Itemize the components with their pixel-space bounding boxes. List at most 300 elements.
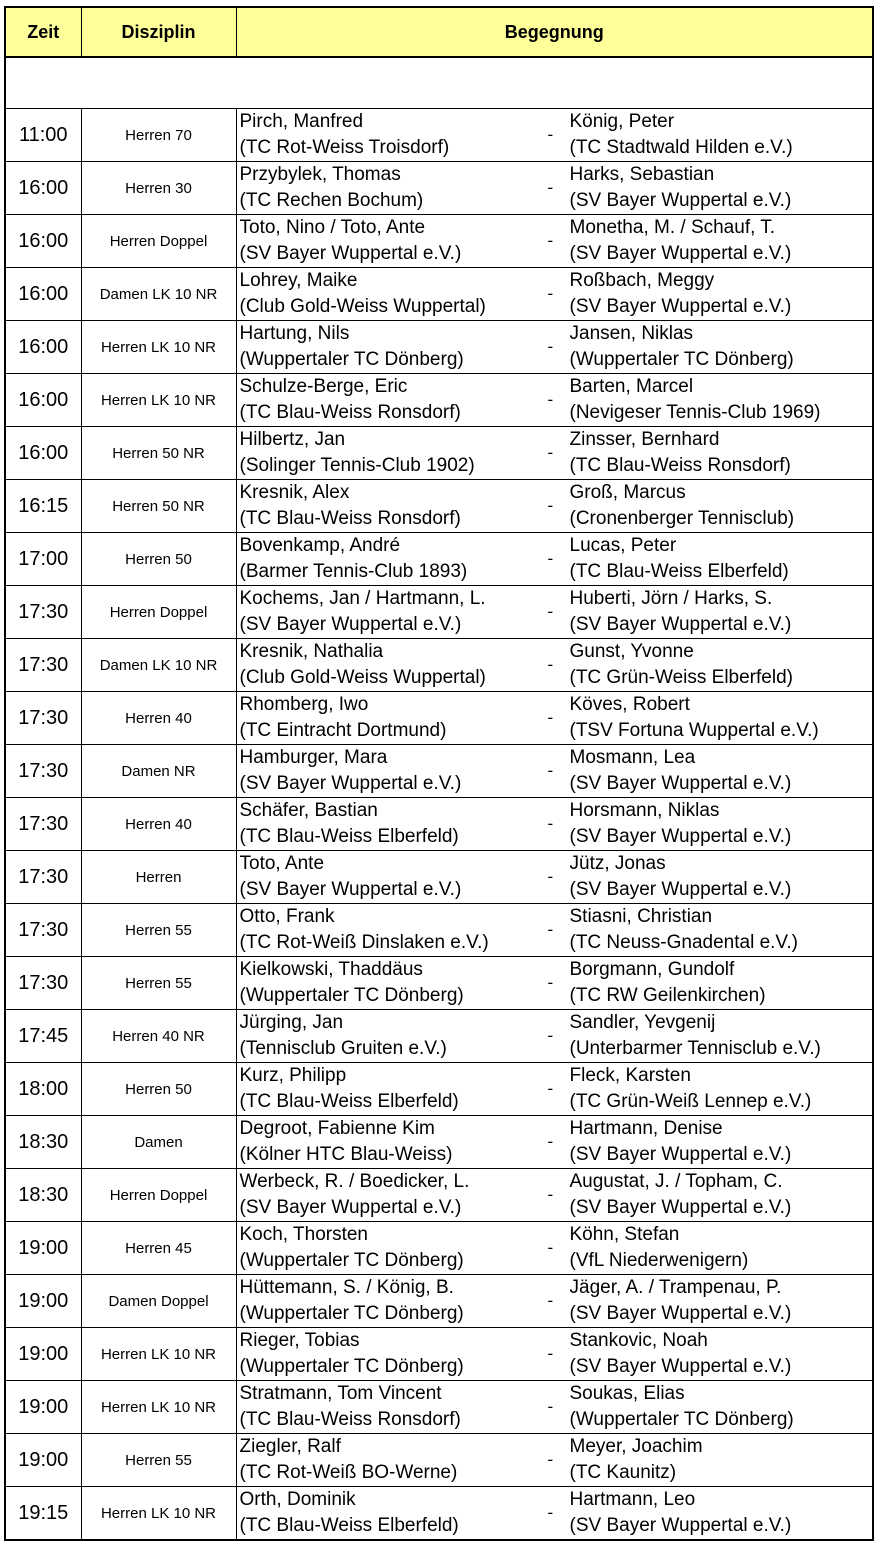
match-time: 17:30 xyxy=(5,851,81,904)
home-player xyxy=(237,321,548,373)
home-player-name: Kresnik, Alex xyxy=(239,482,350,504)
match-pairing xyxy=(236,1063,873,1116)
home-player-club: (TC Blau-Weiss Elberfeld) xyxy=(239,1515,459,1537)
match-time: 19:00 xyxy=(5,1434,81,1487)
away-player-name: Lucas, Peter xyxy=(569,535,677,557)
home-player xyxy=(237,1010,548,1062)
home-player xyxy=(237,427,548,479)
away-player-name: Stiasni, Christian xyxy=(569,906,713,928)
match-pairing xyxy=(236,109,873,162)
away-player-club: (TC RW Geilenkirchen) xyxy=(569,985,766,1007)
away-player-club: (SV Bayer Wuppertal e.V.) xyxy=(569,826,792,848)
away-player-club: (SV Bayer Wuppertal e.V.) xyxy=(569,1515,792,1537)
match-discipline: Herren 40 xyxy=(81,692,236,745)
match-pairing xyxy=(236,268,873,321)
table-row xyxy=(5,692,873,745)
away-player xyxy=(570,1487,873,1539)
away-player-club: (SV Bayer Wuppertal e.V.) xyxy=(569,1197,792,1219)
header-time: Zeit xyxy=(5,7,81,57)
home-player xyxy=(237,1116,548,1168)
away-player-name: Fleck, Karsten xyxy=(569,1065,691,1087)
away-player xyxy=(570,1169,873,1221)
home-player-name: Schulze-Berge, Eric xyxy=(239,376,408,398)
match-time: 17:30 xyxy=(5,798,81,851)
table-row xyxy=(5,1328,873,1381)
home-player-club: (Wuppertaler TC Dönberg) xyxy=(239,1250,464,1272)
home-player-club: (TC Rot-Weiß BO-Werne) xyxy=(239,1462,458,1484)
versus-separator: - xyxy=(547,867,554,887)
table-row xyxy=(5,268,873,321)
away-player-club: (TC Grün-Weiß Lennep e.V.) xyxy=(569,1091,812,1113)
match-pairing xyxy=(236,1275,873,1328)
away-player-club: (TC Blau-Weiss Elberfeld) xyxy=(569,561,789,583)
match-time: 19:00 xyxy=(5,1275,81,1328)
away-player xyxy=(570,904,873,956)
versus-separator: - xyxy=(547,1079,554,1099)
match-pairing xyxy=(236,1116,873,1169)
home-player xyxy=(237,215,548,267)
match-discipline: Herren 45 xyxy=(81,1222,236,1275)
away-player xyxy=(570,1434,873,1486)
home-player-name: Werbeck, R. / Boedicker, L. xyxy=(239,1171,470,1193)
away-player xyxy=(570,109,873,161)
away-player-name: Mosmann, Lea xyxy=(569,747,696,769)
home-player-club: (SV Bayer Wuppertal e.V.) xyxy=(239,614,462,636)
away-player-name: Köhn, Stefan xyxy=(569,1224,680,1246)
away-player-name: Harks, Sebastian xyxy=(569,164,715,186)
match-time: 16:00 xyxy=(5,268,81,321)
away-player-name: Borgmann, Gundolf xyxy=(569,959,735,981)
home-player-name: Ziegler, Ralf xyxy=(239,1436,341,1458)
home-player-name: Kochems, Jan / Hartmann, L. xyxy=(239,588,486,610)
match-discipline: Damen LK 10 NR xyxy=(81,268,236,321)
away-player xyxy=(570,1381,873,1433)
match-discipline: Herren 70 xyxy=(81,109,236,162)
away-player-club: (Unterbarmer Tennisclub e.V.) xyxy=(569,1038,821,1060)
table-row xyxy=(5,1487,873,1541)
away-player-name: Gunst, Yvonne xyxy=(569,641,694,663)
table-row xyxy=(5,427,873,480)
home-player xyxy=(237,745,548,797)
away-player xyxy=(570,321,873,373)
match-time: 17:30 xyxy=(5,692,81,745)
home-player xyxy=(237,1222,548,1274)
match-time: 17:30 xyxy=(5,745,81,798)
match-time: 17:30 xyxy=(5,904,81,957)
versus-separator: - xyxy=(547,125,554,145)
away-player xyxy=(570,692,873,744)
home-player-club: (TC Rechen Bochum) xyxy=(239,190,424,212)
table-row xyxy=(5,321,873,374)
match-discipline: Damen NR xyxy=(81,745,236,798)
away-player-name: Stankovic, Noah xyxy=(569,1330,708,1352)
home-player-club: (Wuppertaler TC Dönberg) xyxy=(239,1356,464,1378)
home-player xyxy=(237,798,548,850)
match-pairing xyxy=(236,798,873,851)
away-player-club: (TC Grün-Weiss Elberfeld) xyxy=(569,667,793,689)
table-row xyxy=(5,1063,873,1116)
match-time: 18:00 xyxy=(5,1063,81,1116)
match-pairing xyxy=(236,904,873,957)
versus-separator: - xyxy=(547,1450,554,1470)
home-player xyxy=(237,1487,548,1539)
match-pairing xyxy=(236,162,873,215)
match-time: 16:00 xyxy=(5,162,81,215)
versus-separator: - xyxy=(547,655,554,675)
table-row xyxy=(5,1381,873,1434)
home-player-name: Orth, Dominik xyxy=(239,1489,356,1511)
match-discipline: Herren 55 xyxy=(81,957,236,1010)
header-row xyxy=(5,7,873,57)
away-player xyxy=(570,1063,873,1115)
away-player-name: Zinsser, Bernhard xyxy=(569,429,720,451)
home-player-club: (Kölner HTC Blau-Weiss) xyxy=(239,1144,453,1166)
home-player-name: Degroot, Fabienne Kim xyxy=(239,1118,435,1140)
away-player-club: (SV Bayer Wuppertal e.V.) xyxy=(569,296,792,318)
match-discipline: Herren LK 10 NR xyxy=(81,1381,236,1434)
away-player-club: (TC Blau-Weiss Ronsdorf) xyxy=(569,455,791,477)
away-player-club: (Wuppertaler TC Dönberg) xyxy=(569,349,794,371)
table-row xyxy=(5,798,873,851)
match-discipline: Herren 55 xyxy=(81,904,236,957)
table-row xyxy=(5,904,873,957)
match-time: 11:00 xyxy=(5,109,81,162)
versus-separator: - xyxy=(547,231,554,251)
match-discipline: Herren 40 xyxy=(81,798,236,851)
match-time: 18:30 xyxy=(5,1169,81,1222)
home-player-name: Kielkowski, Thaddäus xyxy=(239,959,423,981)
table-row xyxy=(5,1169,873,1222)
home-player-name: Hartung, Nils xyxy=(239,323,350,345)
match-pairing xyxy=(236,427,873,480)
header-match: Begegnung xyxy=(236,7,873,57)
home-player-club: (TC Blau-Weiss Ronsdorf) xyxy=(239,1409,461,1431)
away-player xyxy=(570,1222,873,1274)
match-discipline: Damen Doppel xyxy=(81,1275,236,1328)
header-gap xyxy=(5,57,873,109)
away-player-club: (SV Bayer Wuppertal e.V.) xyxy=(569,1144,792,1166)
home-player-club: (Wuppertaler TC Dönberg) xyxy=(239,349,464,371)
match-discipline: Herren 30 xyxy=(81,162,236,215)
match-pairing xyxy=(236,1381,873,1434)
home-player-club: (TC Eintracht Dortmund) xyxy=(239,720,447,742)
match-time: 17:30 xyxy=(5,957,81,1010)
home-player-club: (SV Bayer Wuppertal e.V.) xyxy=(239,879,462,901)
versus-separator: - xyxy=(547,1397,554,1417)
home-player-club: (TC Blau-Weiss Elberfeld) xyxy=(239,1091,459,1113)
away-player xyxy=(570,480,873,532)
schedule-table xyxy=(4,6,874,1541)
match-discipline: Herren 40 NR xyxy=(81,1010,236,1063)
home-player-club: (Solinger Tennis-Club 1902) xyxy=(239,455,475,477)
away-player-name: Monetha, M. / Schauf, T. xyxy=(569,217,776,239)
away-player xyxy=(570,586,873,638)
away-player xyxy=(570,957,873,1009)
home-player-club: (TC Blau-Weiss Elberfeld) xyxy=(239,826,459,848)
versus-separator: - xyxy=(547,1132,554,1152)
match-discipline: Damen LK 10 NR xyxy=(81,639,236,692)
away-player-name: Roßbach, Meggy xyxy=(569,270,715,292)
home-player-club: (SV Bayer Wuppertal e.V.) xyxy=(239,243,462,265)
home-player-name: Rieger, Tobias xyxy=(239,1330,360,1352)
match-time: 16:15 xyxy=(5,480,81,533)
match-discipline: Herren 55 xyxy=(81,1434,236,1487)
away-player-club: (SV Bayer Wuppertal e.V.) xyxy=(569,1303,792,1325)
home-player-club: (TC Rot-Weiss Troisdorf) xyxy=(239,137,450,159)
match-discipline: Damen xyxy=(81,1116,236,1169)
match-time: 16:00 xyxy=(5,321,81,374)
home-player xyxy=(237,533,548,585)
away-player-club: (SV Bayer Wuppertal e.V.) xyxy=(569,190,792,212)
versus-separator: - xyxy=(547,496,554,516)
home-player-name: Kurz, Philipp xyxy=(239,1065,347,1087)
match-pairing xyxy=(236,745,873,798)
away-player xyxy=(570,215,873,267)
versus-separator: - xyxy=(547,549,554,569)
away-player xyxy=(570,798,873,850)
versus-separator: - xyxy=(547,337,554,357)
match-discipline: Herren Doppel xyxy=(81,215,236,268)
match-time: 17:45 xyxy=(5,1010,81,1063)
away-player-name: Jütz, Jonas xyxy=(569,853,666,875)
away-player-name: Groß, Marcus xyxy=(569,482,686,504)
home-player-club: (Club Gold-Weiss Wuppertal) xyxy=(239,296,486,318)
table-row xyxy=(5,533,873,586)
away-player-name: Jäger, A. / Trampenau, P. xyxy=(569,1277,782,1299)
home-player-name: Hüttemann, S. / König, B. xyxy=(239,1277,454,1299)
away-player-club: (SV Bayer Wuppertal e.V.) xyxy=(569,243,792,265)
home-player-name: Kresnik, Nathalia xyxy=(239,641,384,663)
away-player-club: (TSV Fortuna Wuppertal e.V.) xyxy=(569,720,819,742)
match-time: 16:00 xyxy=(5,215,81,268)
table-row xyxy=(5,215,873,268)
home-player-club: (Wuppertaler TC Dönberg) xyxy=(239,1303,464,1325)
home-player-name: Lohrey, Maike xyxy=(239,270,358,292)
table-row xyxy=(5,162,873,215)
away-player-club: (TC Stadtwald Hilden e.V.) xyxy=(569,137,793,159)
versus-separator: - xyxy=(547,761,554,781)
table-row xyxy=(5,480,873,533)
away-player-club: (Nevigeser Tennis-Club 1969) xyxy=(569,402,821,424)
schedule-body xyxy=(5,57,873,1540)
match-pairing xyxy=(236,1487,873,1541)
home-player-club: (TC Blau-Weiss Ronsdorf) xyxy=(239,508,461,530)
away-player-club: (SV Bayer Wuppertal e.V.) xyxy=(569,1356,792,1378)
home-player-name: Toto, Nino / Toto, Ante xyxy=(239,217,426,239)
away-player-club: (SV Bayer Wuppertal e.V.) xyxy=(569,773,792,795)
home-player-name: Hilbertz, Jan xyxy=(239,429,346,451)
match-time: 17:30 xyxy=(5,639,81,692)
versus-separator: - xyxy=(547,602,554,622)
away-player xyxy=(570,427,873,479)
away-player-club: (SV Bayer Wuppertal e.V.) xyxy=(569,879,792,901)
versus-separator: - xyxy=(547,1503,554,1523)
match-time: 16:00 xyxy=(5,427,81,480)
versus-separator: - xyxy=(547,1291,554,1311)
home-player xyxy=(237,1381,548,1433)
away-player-name: Huberti, Jörn / Harks, S. xyxy=(569,588,773,610)
match-pairing xyxy=(236,1328,873,1381)
match-time: 19:15 xyxy=(5,1487,81,1541)
away-player xyxy=(570,162,873,214)
match-time: 19:00 xyxy=(5,1381,81,1434)
away-player-name: Sandler, Yevgenij xyxy=(569,1012,716,1034)
match-pairing xyxy=(236,851,873,904)
match-discipline: Herren Doppel xyxy=(81,1169,236,1222)
match-pairing xyxy=(236,1434,873,1487)
table-row xyxy=(5,639,873,692)
table-row xyxy=(5,1222,873,1275)
home-player-name: Przybylek, Thomas xyxy=(239,164,401,186)
versus-separator: - xyxy=(547,1344,554,1364)
home-player xyxy=(237,480,548,532)
home-player xyxy=(237,162,548,214)
away-player-club: (SV Bayer Wuppertal e.V.) xyxy=(569,614,792,636)
match-time: 17:30 xyxy=(5,586,81,639)
home-player xyxy=(237,1434,548,1486)
home-player-name: Hamburger, Mara xyxy=(239,747,388,769)
home-player-club: (SV Bayer Wuppertal e.V.) xyxy=(239,773,462,795)
match-pairing xyxy=(236,1222,873,1275)
versus-separator: - xyxy=(547,920,554,940)
home-player xyxy=(237,639,548,691)
home-player xyxy=(237,1328,548,1380)
home-player xyxy=(237,374,548,426)
away-player xyxy=(570,1010,873,1062)
table-row xyxy=(5,1275,873,1328)
match-time: 19:00 xyxy=(5,1328,81,1381)
versus-separator: - xyxy=(547,284,554,304)
home-player-club: (Barmer Tennis-Club 1893) xyxy=(239,561,468,583)
home-player xyxy=(237,904,548,956)
home-player-name: Bovenkamp, André xyxy=(239,535,401,557)
match-pairing xyxy=(236,957,873,1010)
away-player-name: Meyer, Joachim xyxy=(569,1436,703,1458)
home-player-name: Rhomberg, Iwo xyxy=(239,694,369,716)
match-time: 17:00 xyxy=(5,533,81,586)
away-player-club: (Cronenberger Tennisclub) xyxy=(569,508,795,530)
away-player-name: Augustat, J. / Topham, C. xyxy=(569,1171,783,1193)
header-discipline: Disziplin xyxy=(81,7,236,57)
away-player-club: (TC Neuss-Gnadental e.V.) xyxy=(569,932,798,954)
away-player-name: Jansen, Niklas xyxy=(569,323,694,345)
versus-separator: - xyxy=(547,1238,554,1258)
match-time: 18:30 xyxy=(5,1116,81,1169)
table-row xyxy=(5,957,873,1010)
match-pairing xyxy=(236,639,873,692)
home-player xyxy=(237,268,548,320)
versus-separator: - xyxy=(547,708,554,728)
match-discipline: Herren LK 10 NR xyxy=(81,1487,236,1541)
match-discipline: Herren 50 NR xyxy=(81,427,236,480)
table-row xyxy=(5,1434,873,1487)
away-player xyxy=(570,639,873,691)
match-discipline: Herren LK 10 NR xyxy=(81,321,236,374)
away-player-name: Soukas, Elias xyxy=(569,1383,685,1405)
home-player xyxy=(237,692,548,744)
versus-separator: - xyxy=(547,814,554,834)
home-player-club: (Club Gold-Weiss Wuppertal) xyxy=(239,667,486,689)
away-player-name: Barten, Marcel xyxy=(569,376,694,398)
match-pairing xyxy=(236,1169,873,1222)
away-player-name: Köves, Robert xyxy=(569,694,690,716)
match-pairing xyxy=(236,692,873,745)
away-player-name: König, Peter xyxy=(569,111,675,133)
table-row xyxy=(5,374,873,427)
home-player xyxy=(237,586,548,638)
home-player xyxy=(237,1063,548,1115)
match-pairing xyxy=(236,321,873,374)
home-player-name: Toto, Ante xyxy=(239,853,325,875)
match-discipline: Herren Doppel xyxy=(81,586,236,639)
match-discipline: Herren 50 xyxy=(81,533,236,586)
home-player xyxy=(237,109,548,161)
versus-separator: - xyxy=(547,443,554,463)
away-player-name: Hartmann, Leo xyxy=(569,1489,696,1511)
away-player-club: (VfL Niederwenigern) xyxy=(569,1250,749,1272)
match-discipline: Herren xyxy=(81,851,236,904)
match-discipline: Herren 50 xyxy=(81,1063,236,1116)
away-player xyxy=(570,1328,873,1380)
match-pairing xyxy=(236,586,873,639)
away-player xyxy=(570,745,873,797)
home-player-name: Otto, Frank xyxy=(239,906,335,928)
table-row xyxy=(5,1116,873,1169)
table-row xyxy=(5,745,873,798)
versus-separator: - xyxy=(547,178,554,198)
away-player-name: Horsmann, Niklas xyxy=(569,800,720,822)
away-player xyxy=(570,1275,873,1327)
away-player xyxy=(570,533,873,585)
table-row xyxy=(5,109,873,162)
home-player-name: Pirch, Manfred xyxy=(239,111,364,133)
away-player-club: (TC Kaunitz) xyxy=(569,1462,677,1484)
match-time: 19:00 xyxy=(5,1222,81,1275)
home-player-name: Jürging, Jan xyxy=(239,1012,344,1034)
table-row xyxy=(5,586,873,639)
match-pairing xyxy=(236,215,873,268)
home-player-club: (TC Blau-Weiss Ronsdorf) xyxy=(239,402,461,424)
home-player-club: (SV Bayer Wuppertal e.V.) xyxy=(239,1197,462,1219)
match-discipline: Herren LK 10 NR xyxy=(81,374,236,427)
versus-separator: - xyxy=(547,390,554,410)
away-player xyxy=(570,851,873,903)
away-player xyxy=(570,1116,873,1168)
match-pairing xyxy=(236,374,873,427)
home-player xyxy=(237,851,548,903)
home-player-name: Schäfer, Bastian xyxy=(239,800,378,822)
home-player-club: (Wuppertaler TC Dönberg) xyxy=(239,985,464,1007)
away-player xyxy=(570,374,873,426)
versus-separator: - xyxy=(547,1185,554,1205)
home-player-club: (TC Rot-Weiß Dinslaken e.V.) xyxy=(239,932,489,954)
home-player-name: Stratmann, Tom Vincent xyxy=(239,1383,442,1405)
table-row xyxy=(5,851,873,904)
home-player xyxy=(237,1275,548,1327)
match-discipline: Herren LK 10 NR xyxy=(81,1328,236,1381)
versus-separator: - xyxy=(547,1026,554,1046)
away-player xyxy=(570,268,873,320)
match-time: 16:00 xyxy=(5,374,81,427)
home-player xyxy=(237,1169,548,1221)
match-pairing xyxy=(236,1010,873,1063)
match-pairing xyxy=(236,480,873,533)
table-row xyxy=(5,1010,873,1063)
home-player xyxy=(237,957,548,1009)
away-player-name: Hartmann, Denise xyxy=(569,1118,723,1140)
match-discipline: Herren 50 NR xyxy=(81,480,236,533)
home-player-name: Koch, Thorsten xyxy=(239,1224,369,1246)
